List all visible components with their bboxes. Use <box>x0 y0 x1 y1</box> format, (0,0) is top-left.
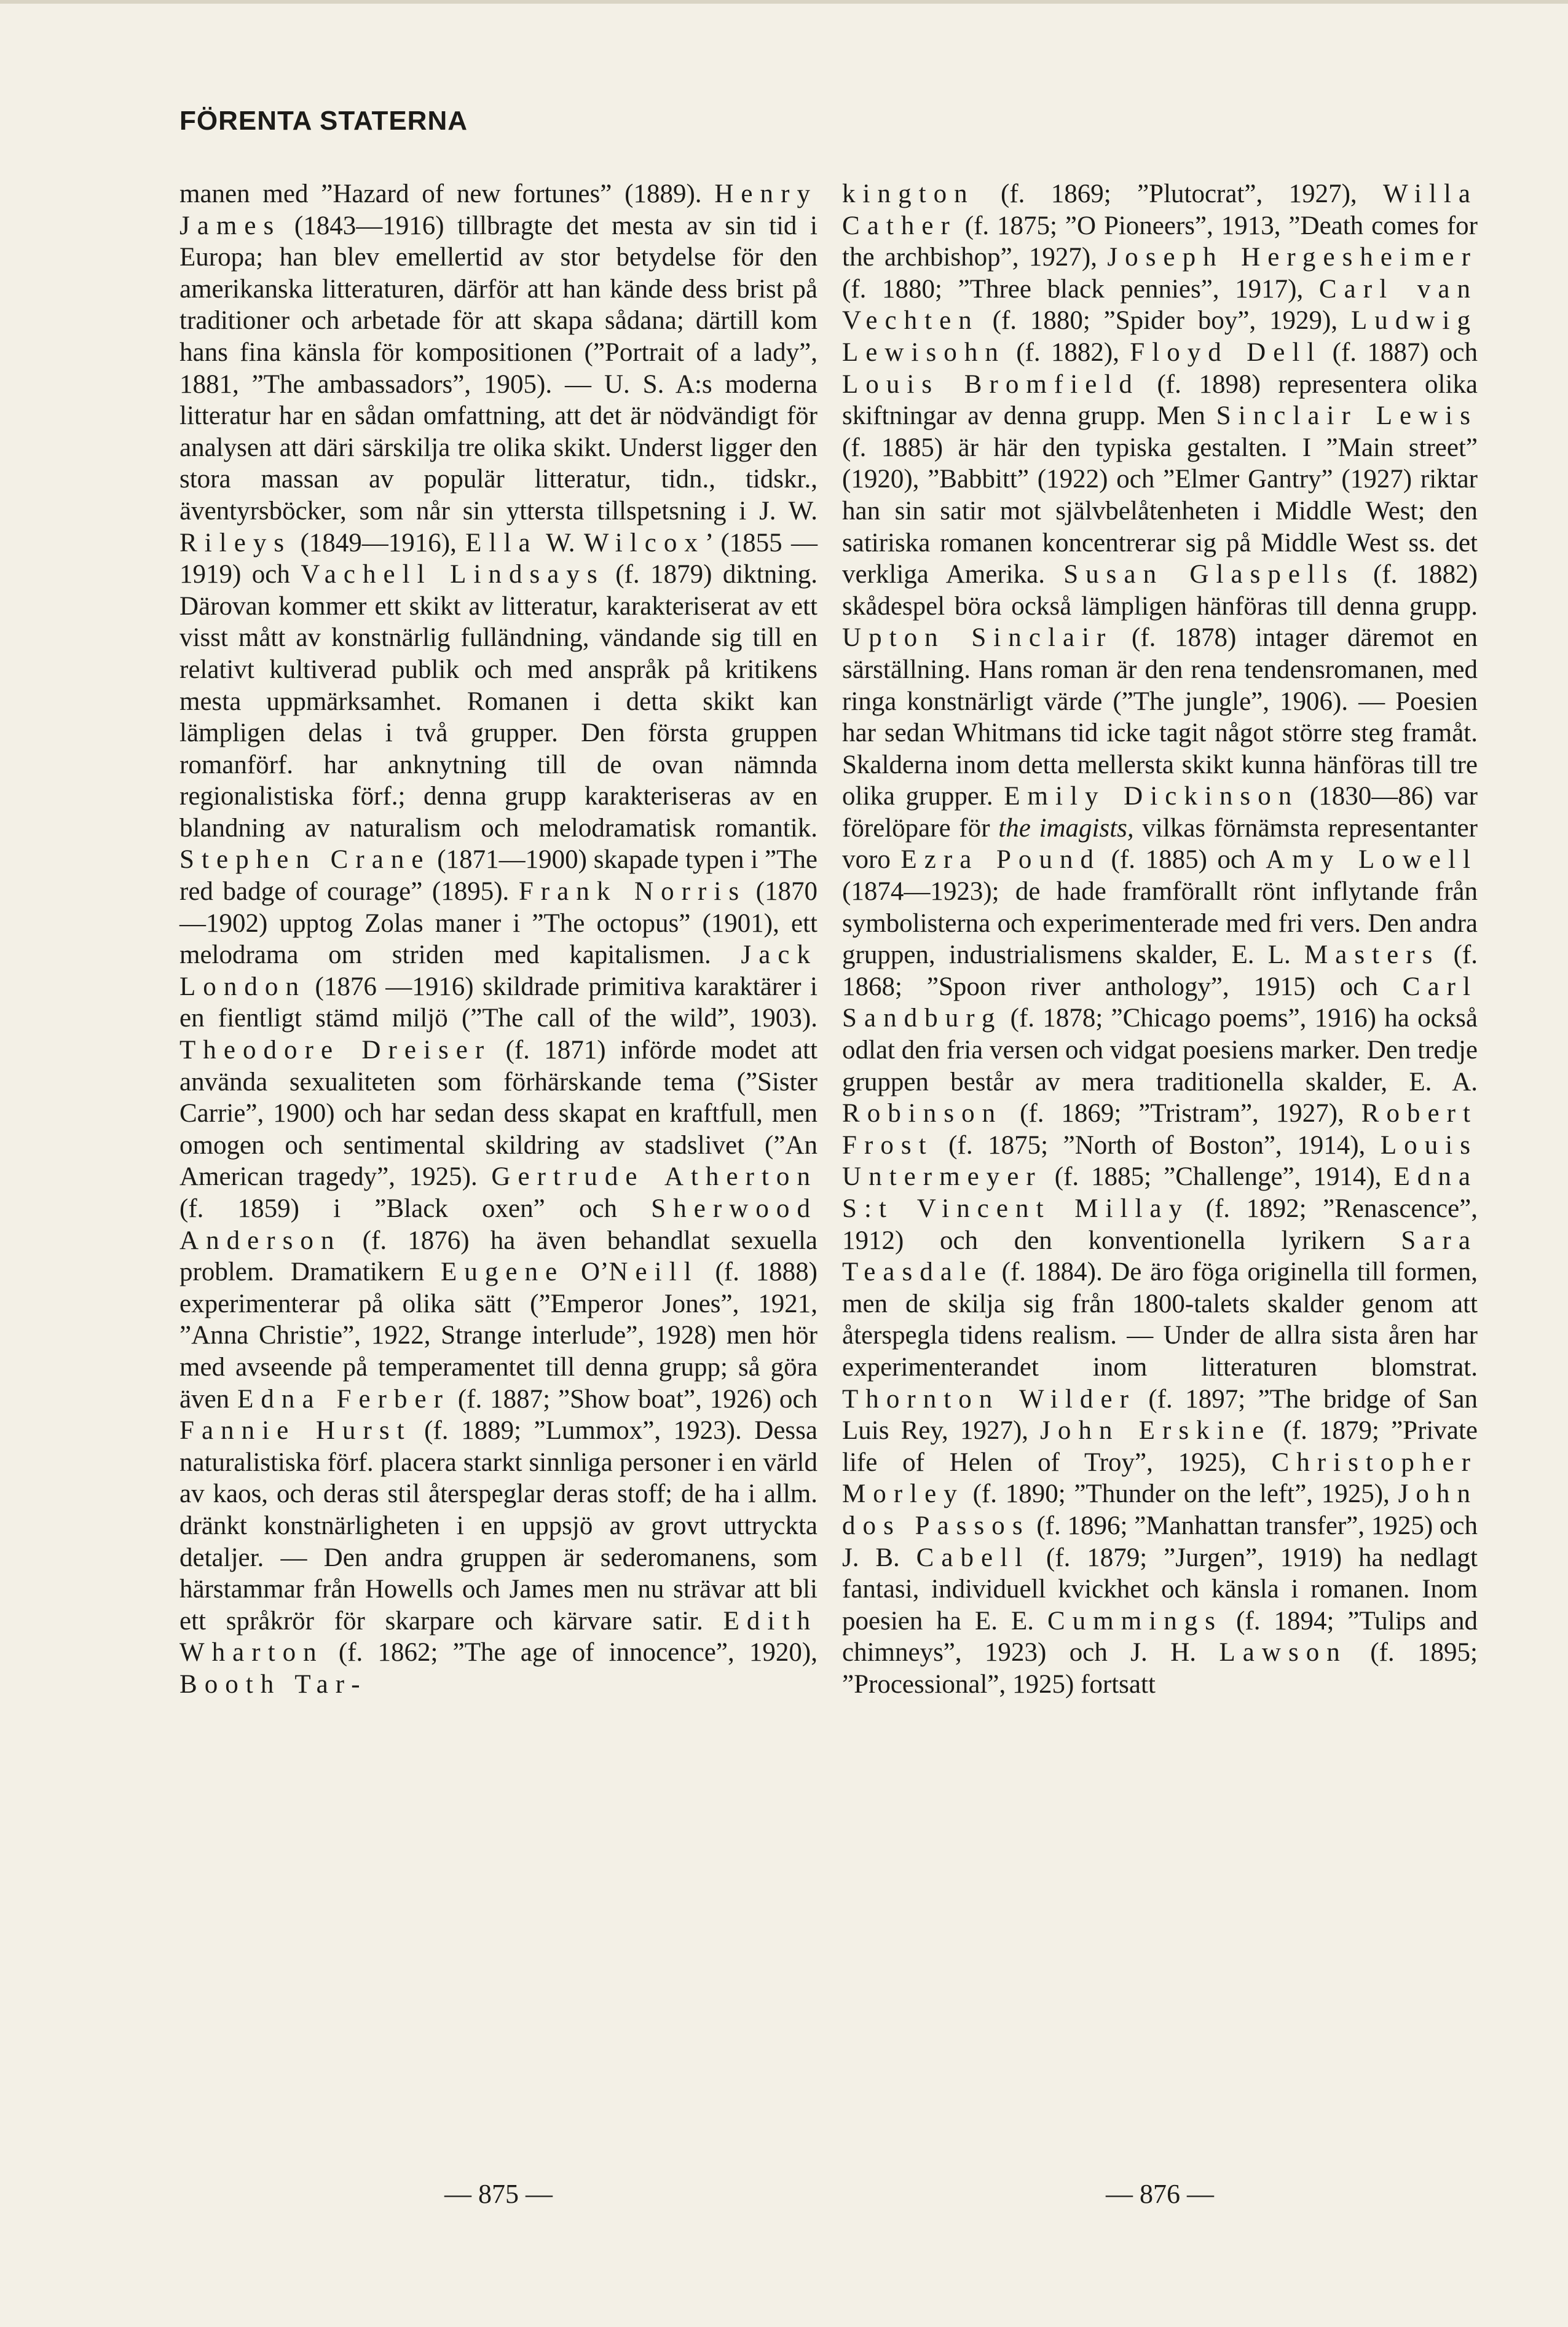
author-name: Fannie Hurst <box>179 1416 412 1446</box>
body-text: O’ <box>564 1258 609 1287</box>
author-name: Vachell Lindsays <box>301 560 605 589</box>
author-name: Gertrude Atherton <box>491 1162 817 1192</box>
body-text: (f. 1869; ”Tristram”, 1927), <box>1003 1099 1361 1128</box>
body-text: (f. 1888) experimenterar på olika sätt (”Emperor Jones”, 1921, ”Anna Christie”, 1922, Strange interlude”, 1928) men hör med avseende på temperamentet till denna grupp; så göra även <box>179 1258 817 1414</box>
author-name: Ezra Pound <box>900 845 1101 875</box>
body-text: (f. 1885) är här den typiska gestalten. I ”Main street” (1920), ”Babbitt” (1922) och ”Elmer Gantry” (1927) riktar han sin satir mot självbelåtenheten i Middle West; den satiriska romanen koncentrerar sig på Middle West ss. det verkliga Amerika. <box>842 433 1478 589</box>
body-text: (f. 1868; ”Spoon river anthology”, 1915) och <box>842 940 1478 1001</box>
author-name: Ella <box>465 528 538 557</box>
author-name: Robinson <box>842 1099 1003 1128</box>
body-text: manen med ”Hazard of new fortunes” (1889). <box>179 179 715 208</box>
author-name: Masters <box>1304 940 1440 970</box>
body-text: (f. 1889; ”Lummox”, 1923). Dessa naturalistiska förf. placera starkt sinnliga personer i en värld av kaos, och deras stil återspeglar deras stoff; de ha i allm. dränkt konstnärligheten i en uppsjö av grovt uttryckta detaljer. — Den andra gruppen är sederomanens, som härstammar från Howells och James men nu strävar att bli ett språkrör för skarpare och kärvare satir. <box>179 1416 817 1636</box>
left-column-paragraph <box>179 178 817 1701</box>
body-text: (f. 1896; ”Manhattan transfer”, 1925) och J. B. <box>842 1511 1478 1572</box>
author-name: Edna Ferber <box>237 1384 450 1414</box>
body-text: (1849—1916), <box>291 528 466 557</box>
body-text: (f. 1885) och <box>1101 845 1266 875</box>
body-text: (f. 1879; ”Private life of Helen of Troy”, 1925), <box>842 1416 1478 1477</box>
author-name: Ludwig Lewisohn <box>842 306 1478 367</box>
right-column-paragraph <box>842 178 1478 1701</box>
body-text: (f. 1884). De äro föga originella till formen, men de skilja sig från 1800-talets skalder genom att återspegla tidens realism. — Under de allra sista åren har experimenterandet inom litteraturen blomstrat. <box>842 1258 1478 1382</box>
body-text: (1870—1902) upptog Zolas maner i ”The octopus” (1901), ett melodrama om striden med kapitalismen. <box>179 877 817 970</box>
author-name: Christopher Morley <box>842 1447 1478 1509</box>
author-name: Cabell <box>916 1543 1030 1572</box>
body-text: (f. 1878) intager däremot en särställning. Hans roman är den rena tendensromanen, med ringa konstnärligt värde (”The jungle”, 1906). — Poesien har sedan Whitmans tid icke tagit något större steg framåt. Skalderna inom detta mellersta skikt kunna hänföras till tre olika grupper. <box>842 623 1478 811</box>
right-column <box>842 178 1478 1701</box>
author-name: Cummings <box>1047 1606 1223 1636</box>
author-name: Edna S:t Vincent Millay <box>842 1162 1478 1223</box>
body-text: (f. 1871) införde modet att använda sexualiteten som förhärskande tema (”Sister Carrie”, 1900) och har sedan dess skapat en kraftfull, men omogen och sentimental skildring av stadslivet (”An American tragedy”, 1925). <box>179 1036 817 1192</box>
author-name: Theodore Dreiser <box>179 1036 492 1065</box>
body-text: (f. 1875; ”North of Boston”, 1914), <box>933 1130 1381 1160</box>
page-number-left: — 875 — <box>444 2179 553 2209</box>
body-text: (f. 1869; ”Plutocrat”, 1927), <box>974 179 1383 208</box>
author-name: Rileys <box>179 528 292 557</box>
body-text: (f. 1876) ha även behandlat sexuella problem. Dramatikern <box>179 1226 817 1287</box>
author-name: Floyd Dell <box>1130 337 1322 367</box>
body-text: (1874—1923); de hade framförallt rönt inflytande från symbolisterna och experimenterade med fri vers. Den andra gruppen, industrialismens skalder, E. L. <box>842 877 1478 970</box>
author-name: Frank Norris <box>518 877 747 907</box>
author-name: Robert Frost <box>842 1099 1478 1160</box>
author-name: Emily Dickinson <box>1004 782 1299 811</box>
author-name: Thornton Wilder <box>842 1384 1136 1414</box>
body-text: (f. 1879) diktning. Därovan kommer ett skikt av litteratur, karakteriserat av ett visst mått av konstnärlig fulländning, vändande sig till en relativt kultiverad publik och med anspråk på kritikens mesta uppmärksamhet. Romanen i detta skikt kan lämpligen delas i två grupper. Den första gruppen romanförf. har anknytning till de ovan nämnda regionalistiska förf.; denna grupp karakteriseras av en blandning av naturalism och melodramatisk romantik. <box>179 560 818 843</box>
body-text: (f. 1882), <box>1005 337 1130 367</box>
body-text: (1843—1916) tillbragte det mesta av sin tid i Europa; han blev emellertid av stor betydelse för den amerikanska litteraturen, därför att han kände dess brist på traditioner och arbetade för att skapa sådana; därtill kom hans fina känsla för kompositionen (”Portrait of a lady”, 1881, ”The ambassadors”, 1905). — U. S. A:s moderna litteratur har en sådan omfattning, att det är nödvändigt för analysen att däri särskilja tre olika skikt. Underst ligger den stora massan av populär litteratur, tidn., tidskr., äventyrsböcker, som når sin yttersta tillspetsning i J. W. <box>179 211 817 526</box>
author-name: Willa Cather <box>842 179 1478 240</box>
author-name: Sinclair Lewis <box>1216 401 1478 431</box>
body-text: (f. 1859) i ”Black oxen” och <box>179 1194 652 1223</box>
body-text: ’ (1855 —1919) och <box>179 528 817 589</box>
body-text: (f. 1882) skådespel böra också lämpligen hänföras till denna grupp. <box>842 560 1478 621</box>
author-name: Wilcox <box>583 528 705 557</box>
page-top-edge <box>0 0 1568 4</box>
body-text: (1871—1900) skapade typen i ”The red badge of courage” (1895). <box>179 845 817 907</box>
body-text: vilkas förnämsta representanter voro <box>842 813 1478 875</box>
author-name: Neill <box>609 1258 699 1287</box>
body-text: (f. 1897; ”The bridge of San Luis Rey, 1927), <box>842 1384 1478 1446</box>
body-text: (f. 1887) och <box>1322 337 1478 367</box>
body-text: (f. 1878; ”Chicago poems”, 1916) ha också odlat den fria versen och vidgat poesiens marker. Den tredje gruppen består av mera traditionella skalder, E. A. <box>842 1004 1478 1097</box>
body-text: (f. 1887; ”Show boat”, 1926) och <box>450 1384 818 1414</box>
author-name: Upton Sinclair <box>842 623 1113 653</box>
author-name: Jack London <box>179 940 817 1001</box>
author-name: Joseph Hergesheimer <box>1107 243 1478 272</box>
author-name: Carl Sandburg <box>842 972 1478 1033</box>
page-number-right: — 876 — <box>1106 2179 1214 2209</box>
author-name: Sara Teasdale <box>842 1226 1478 1287</box>
body-text: (f. 1885; ”Challenge”, 1914), <box>1042 1162 1394 1192</box>
running-header: FÖRENTA STATERNA <box>179 106 468 136</box>
author-name: Henry James <box>179 179 817 240</box>
body-text: (f. 1892; ”Renascence”, 1912) och den konventionella lyrikern <box>842 1194 1478 1255</box>
author-name: John Erskine <box>1040 1416 1272 1446</box>
body-text: W. <box>537 528 584 557</box>
body-text: (f. 1890; ”Thunder on the left”, 1925), <box>964 1479 1398 1509</box>
left-column <box>179 178 817 1701</box>
author-name: Eugene <box>441 1258 565 1287</box>
author-name: kington <box>842 179 975 208</box>
body-text: (1876 —1916) skildrade primitiva karaktärer i en fientligt stämd miljö (”The call of the wild”, 1903). <box>179 972 817 1033</box>
body-text: (f. 1898) representera olika skiftningar av denna grupp. Men <box>842 369 1478 431</box>
body-text: (f. 1862; ”The age of innocence”, 1920), <box>323 1638 817 1667</box>
author-name: Sherwood Anderson <box>179 1194 817 1255</box>
author-name: Louis Untermeyer <box>842 1130 1478 1192</box>
author-name: Edith Wharton <box>179 1606 817 1667</box>
italic-term: the imagists, <box>998 813 1134 843</box>
author-name: Amy Lowell <box>1266 845 1478 875</box>
body-text: (f. 1894; ”Tulips and chimneys”, 1923) och J. H. <box>842 1606 1478 1667</box>
body-text: (f. 1895; ”Processional”, 1925) fortsatt <box>842 1638 1478 1699</box>
body-text: (f. 1875; ”O Pioneers”, 1913, ”Death comes for the archbishop”, 1927), <box>842 211 1478 272</box>
author-name: Booth Tar- <box>179 1669 368 1699</box>
author-name: Louis Bromfield <box>842 369 1140 399</box>
body-text: (1830—86) var förelöpare för <box>842 782 1478 843</box>
body-text: (f. 1880; ”Three black pennies”, 1917), <box>842 274 1319 304</box>
author-name: Stephen Crane <box>179 845 431 875</box>
body-text: (f. 1880; ”Spider boy”, 1929), <box>979 306 1351 336</box>
author-name: John dos Passos <box>842 1479 1478 1540</box>
author-name: Carl van Vechten <box>842 274 1478 336</box>
body-text: (f. 1879; ”Jurgen”, 1919) ha nedlagt fantasi, individuell kvickhet och känsla i romanen. Inom poesien ha E. E. <box>842 1543 1478 1636</box>
author-name: Susan Glaspells <box>1063 560 1355 589</box>
author-name: Lawson <box>1219 1638 1347 1667</box>
